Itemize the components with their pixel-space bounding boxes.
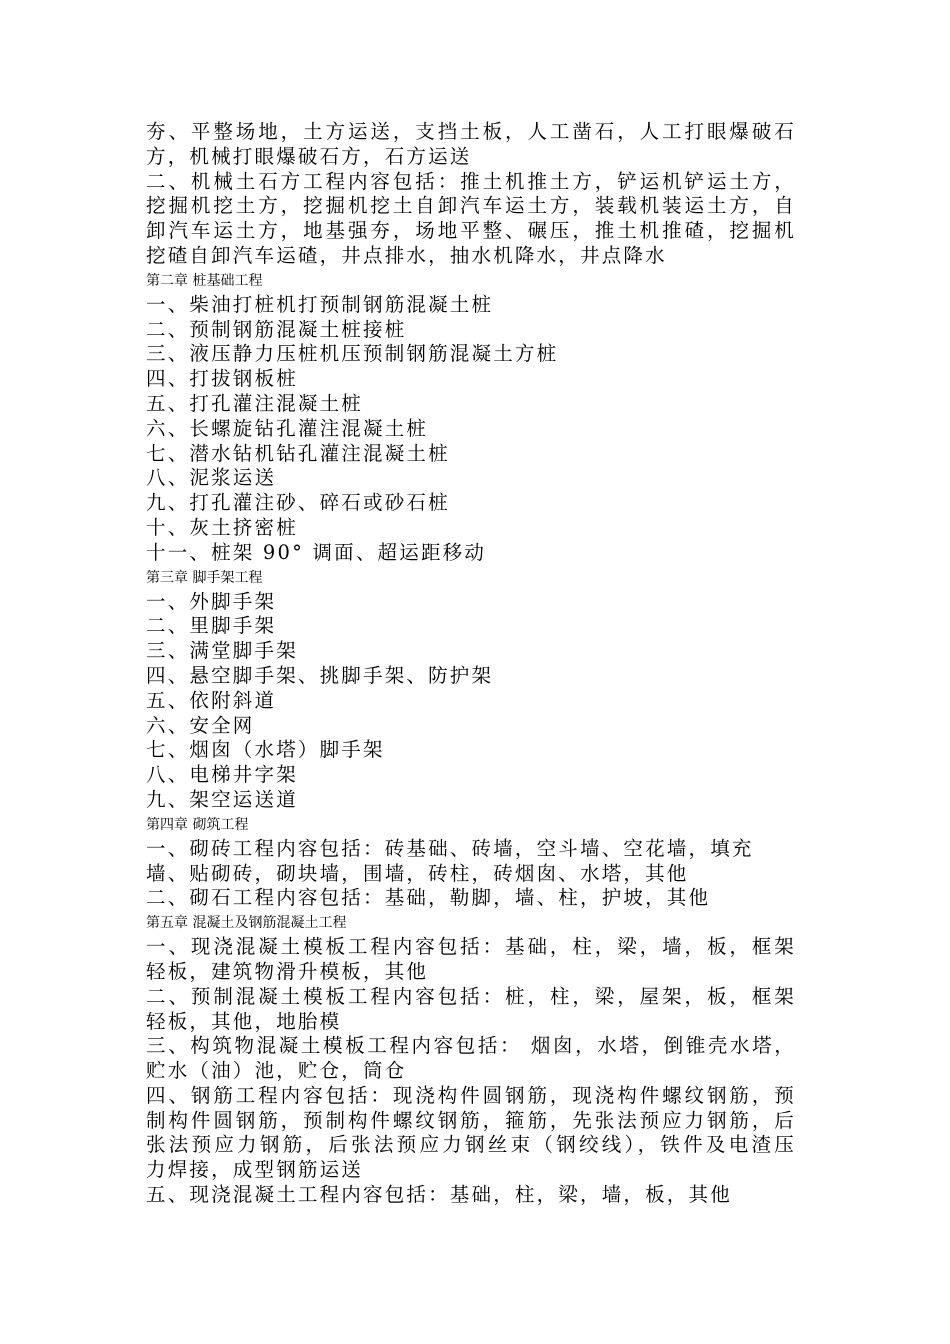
text-line: 一、砌砖工程内容包括：砖基础、砖墙，空斗墙、空花墙，填充 xyxy=(146,836,754,860)
text-line: 挖掘机挖土方，挖掘机挖土自卸汽车运土方，装载机装运土方，自 xyxy=(146,194,796,218)
chapter-3 xyxy=(146,566,796,813)
text-line: 一、现浇混凝土模板工程内容包括：基础，柱，梁，墙，板，框架 xyxy=(146,935,796,959)
list-item: 十一、桩架 90° 调面、超运距移动 xyxy=(146,540,487,564)
list-item: 三、满堂脚手架 xyxy=(146,639,298,663)
document-page xyxy=(146,120,796,1208)
text-line: 卸汽车运土方，地基强夯，场地平整、碾压，推土机推碴，挖掘机 xyxy=(146,219,796,243)
text-line: 二、机械土石方工程内容包括：推土机推土方，铲运机铲运土方， xyxy=(146,169,796,193)
list-item: 一、柴油打桩机打预制钢筋混凝土桩 xyxy=(146,292,494,316)
list-item: 八、泥浆运送 xyxy=(146,466,277,490)
text-line: 挖碴自卸汽车运碴，井点排水，抽水机降水，井点降水 xyxy=(146,243,667,267)
text-line: 轻板，建筑物滑升模板，其他 xyxy=(146,959,429,983)
text-line: 四、钢筋工程内容包括：现浇构件圆钢筋，现浇构件螺纹钢筋，预 xyxy=(146,1083,796,1107)
chapter-heading: 第四章 砌筑工程 xyxy=(146,816,249,833)
chapter-heading: 第五章 混凝土及钢筋混凝土工程 xyxy=(146,915,347,932)
text-line: 墙、贴砌砖，砌块墙，围墙，砖柱，砖烟囱、水塔，其他 xyxy=(146,861,689,885)
chapter-heading: 第二章 桩基础工程 xyxy=(146,272,263,289)
list-item: 九、打孔灌注砂、碎石或砂石桩 xyxy=(146,491,450,515)
list-item: 二、预制钢筋混凝土桩接桩 xyxy=(146,317,407,341)
list-item: 八、电梯井字架 xyxy=(146,763,298,787)
text-line: 夯、平整场地，土方运送，支挡土板，人工凿石，人工打眼爆破石 xyxy=(146,120,796,143)
text-line: 张法预应力钢筋，后张法预应力钢丝束（钢绞线），铁件及电渣压 xyxy=(146,1133,796,1157)
text-line: 三、构筑物混凝土模板工程内容包括： 烟囱，水塔，倒锥壳水塔， xyxy=(146,1034,796,1058)
text-line: 二、砌石工程内容包括：基础，勒脚，墙、柱，护坡，其他 xyxy=(146,886,711,910)
chapter-1-continuation xyxy=(146,120,796,269)
list-item: 三、液压静力压桩机压预制钢筋混凝土方桩 xyxy=(146,342,559,366)
chapter-5 xyxy=(146,911,796,1208)
list-item: 七、潜水钻机钻孔灌注混凝土桩 xyxy=(146,441,450,465)
text-line: 二、预制混凝土模板工程内容包括：桩，柱，梁，屋架，板，框架 xyxy=(146,984,796,1008)
text-line: 贮水（油）池，贮仓，筒仓 xyxy=(146,1059,407,1083)
list-item: 十、灰土挤密桩 xyxy=(146,515,298,539)
chapter-heading: 第三章 脚手架工程 xyxy=(146,569,263,586)
list-item: 七、烟囱（水塔）脚手架 xyxy=(146,738,385,762)
text-line: 制构件圆钢筋，预制构件螺纹钢筋，箍筋，先张法预应力钢筋，后 xyxy=(146,1108,796,1132)
list-item: 五、依附斜道 xyxy=(146,688,277,712)
text-line: 方，机械打眼爆破石方，石方运送 xyxy=(146,144,472,168)
list-item: 二、里脚手架 xyxy=(146,614,277,638)
list-item: 六、安全网 xyxy=(146,713,255,737)
list-item: 一、外脚手架 xyxy=(146,589,277,613)
list-item: 六、长螺旋钻孔灌注混凝土桩 xyxy=(146,416,429,440)
list-item: 四、悬空脚手架、挑脚手架、防护架 xyxy=(146,663,494,687)
text-line: 力焊接，成型钢筋运送 xyxy=(146,1158,364,1182)
list-item: 五、打孔灌注混凝土桩 xyxy=(146,391,364,415)
chapter-2 xyxy=(146,269,796,566)
list-item: 九、架空运送道 xyxy=(146,787,298,811)
list-item: 四、打拔钢板桩 xyxy=(146,367,298,391)
text-line: 五、现浇混凝土工程内容包括：基础，柱，梁，墙，板，其他 xyxy=(146,1183,732,1207)
chapter-4 xyxy=(146,813,796,911)
text-line: 轻板，其他，地胎模 xyxy=(146,1009,342,1033)
